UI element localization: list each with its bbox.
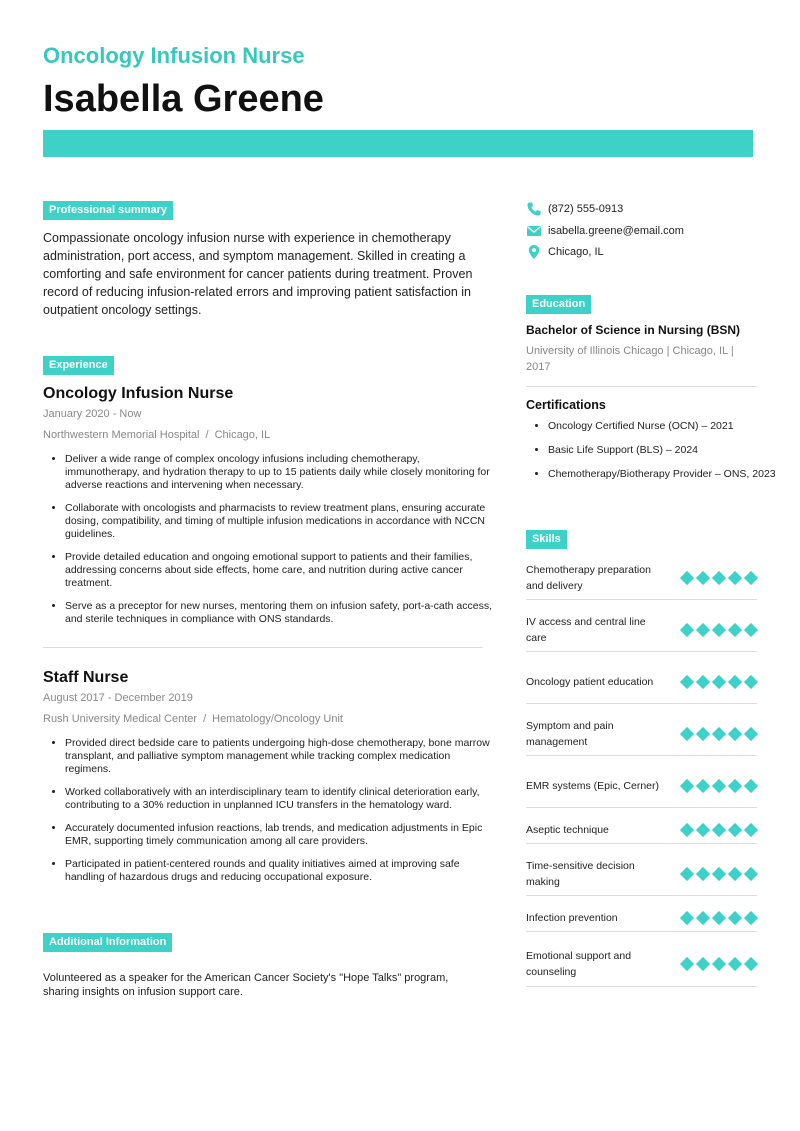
skill-name: Time-sensitive decision making [526, 860, 635, 888]
rating-diamond-icon [680, 675, 694, 689]
section-tag-experience: Experience [43, 356, 114, 375]
skill-row [526, 557, 757, 600]
skill-rating [681, 729, 757, 739]
email-text: isabella.greene@email.com [548, 225, 684, 237]
rating-diamond-icon [680, 867, 694, 881]
list-item: • Provided direct bedside care to patients undergoing high-dose chemotherapy, bone marrow transplant, and palliative symptom management while tracking complex medication regimens. [65, 737, 493, 776]
envelope-icon [526, 223, 542, 239]
skill-row [526, 853, 757, 896]
rating-diamond-icon [712, 571, 726, 585]
divider [526, 386, 757, 387]
rating-diamond-icon [728, 779, 742, 793]
rating-diamond-icon [712, 675, 726, 689]
candidate-name: Isabella Greene [43, 78, 324, 120]
skill-rating [681, 959, 757, 969]
skill-rating [681, 913, 757, 923]
rating-diamond-icon [712, 823, 726, 837]
rating-diamond-icon [696, 779, 710, 793]
skill-name: EMR systems (Epic, Cerner) [526, 780, 660, 792]
list-item: • Basic Life Support (BLS) – 2024 [548, 444, 788, 457]
skill-name: Aseptic technique [526, 824, 609, 836]
list-item: • Worked collaboratively with an interdisciplinary team to identify clinical deterioration early, contributing to a 30% reduction in unplanned ICU transfers in the hematology ward. [65, 786, 493, 812]
job-org: Northwestern Memorial Hospital [43, 429, 200, 441]
rating-diamond-icon [728, 911, 742, 925]
rating-diamond-icon [696, 675, 710, 689]
job-org: Rush University Medical Center [43, 713, 198, 725]
skill-name: Infection prevention [526, 912, 618, 924]
skill-rating [681, 869, 757, 879]
rating-diamond-icon [712, 727, 726, 741]
job-org-line [43, 713, 493, 725]
job-location: Hematology/Oncology Unit [212, 713, 343, 725]
list-item: • Oncology Certified Nurse (OCN) – 2021 [548, 420, 788, 433]
rating-diamond-icon [712, 779, 726, 793]
rating-diamond-icon [728, 867, 742, 881]
list-item: • Serve as a preceptor for new nurses, mentoring them on infusion safety, port-a-cath access, and sterile techniques in compliance with ONS standards. [65, 600, 493, 626]
skill-row [526, 713, 757, 756]
rating-diamond-icon [680, 623, 694, 637]
location-text: Chicago, IL [548, 246, 604, 258]
rating-diamond-icon [728, 675, 742, 689]
skill-rating [681, 677, 757, 687]
skill-rating [681, 573, 757, 583]
section-tag-additional: Additional Information [43, 933, 172, 952]
rating-diamond-icon [744, 571, 758, 585]
rating-diamond-icon [744, 956, 758, 970]
list-item: • Deliver a wide range of complex oncology infusions including chemotherapy, immunotherapy, and hydration therapy to up to 15 patients daily while closely monitoring for adverse reactions and intervening when necessary. [65, 453, 493, 492]
rating-diamond-icon [712, 867, 726, 881]
contact-location [526, 244, 604, 260]
list-item: • Collaborate with oncologists and pharmacists to review treatment plans, ensuring accurate dosing, compatibility, and timing of multiple infusion medications in accordance with NCCN guidelines. [65, 502, 493, 541]
rating-diamond-icon [696, 623, 710, 637]
section-tag-summary: Professional summary [43, 201, 173, 220]
rating-diamond-icon [744, 727, 758, 741]
phone-icon [526, 201, 542, 217]
skill-name: IV access and central line care [526, 616, 646, 644]
rating-diamond-icon [728, 823, 742, 837]
rating-diamond-icon [696, 911, 710, 925]
divider [43, 647, 483, 648]
rating-diamond-icon [728, 623, 742, 637]
rating-diamond-icon [712, 956, 726, 970]
contact-phone[interactable] [526, 201, 623, 217]
certifications-list [526, 420, 788, 492]
rating-diamond-icon [744, 675, 758, 689]
rating-diamond-icon [712, 623, 726, 637]
rating-diamond-icon [744, 911, 758, 925]
skill-rating [681, 781, 757, 791]
job-dates: August 2017 - December 2019 [43, 692, 193, 704]
rating-diamond-icon [744, 779, 758, 793]
list-item: • Chemotherapy/Biotherapy Provider – ONS, 2023 [548, 468, 788, 481]
rating-diamond-icon [744, 623, 758, 637]
job-bullets [43, 737, 493, 884]
section-tag-skills: Skills [526, 530, 567, 549]
rating-diamond-icon [728, 727, 742, 741]
skill-row [526, 941, 757, 987]
skill-name: Oncology patient education [526, 676, 654, 688]
job-bullets [43, 453, 493, 626]
separator: / [205, 429, 209, 441]
skill-name: Chemotherapy preparation and delivery [526, 564, 651, 592]
skill-row [526, 609, 757, 652]
rating-diamond-icon [680, 727, 694, 741]
job-location: Chicago, IL [214, 429, 271, 441]
list-item: • Provide detailed education and ongoing emotional support to patients and their families, addressing concerns about side effects, home care, and nutrition during active cancer treatment. [65, 551, 493, 590]
rating-diamond-icon [680, 911, 694, 925]
map-pin-icon [526, 244, 542, 260]
contact-email[interactable] [526, 223, 684, 239]
rating-diamond-icon [696, 571, 710, 585]
rating-diamond-icon [680, 571, 694, 585]
education-degree: Bachelor of Science in Nursing (BSN) [526, 323, 741, 337]
job-title: Staff Nurse [43, 669, 129, 686]
certifications-heading: Certifications [526, 398, 606, 412]
experience-entry [43, 669, 493, 894]
header-accent-bar [43, 130, 753, 157]
rating-diamond-icon [680, 956, 694, 970]
job-org-line [43, 429, 493, 441]
rating-diamond-icon [728, 571, 742, 585]
rating-diamond-icon [696, 727, 710, 741]
skill-name: Symptom and pain management [526, 720, 614, 748]
skill-row [526, 817, 757, 844]
experience-entry [43, 385, 493, 636]
list-item: • Participated in patient-centered rounds and quality initiatives aimed at improving safe handling of hazardous drugs and reducing occupational exposure. [65, 858, 493, 884]
phone-text: (872) 555-0913 [548, 203, 624, 215]
list-item: • Accurately documented infusion reactions, lab trends, and medication adjustments in Epic EMR, supporting timely communication among all care providers. [65, 822, 493, 848]
separator: / [203, 713, 207, 725]
skill-rating [681, 825, 757, 835]
section-tag-education: Education [526, 295, 591, 314]
rating-diamond-icon [680, 779, 694, 793]
rating-diamond-icon [744, 867, 758, 881]
skill-row [526, 905, 757, 932]
job-dates: January 2020 - Now [43, 408, 142, 420]
job-title: Oncology Infusion Nurse [43, 385, 234, 402]
rating-diamond-icon [696, 956, 710, 970]
additional-text: Volunteered as a speaker for the American Cancer Society's "Hope Talks" program, sharing insights on infusion support care. [43, 972, 449, 998]
skill-row [526, 661, 757, 704]
rating-diamond-icon [728, 956, 742, 970]
skill-row [526, 765, 757, 808]
summary-text: Compassionate oncology infusion nurse with experience in chemotherapy administration, port access, and symptom management. Skilled in creating a comforting and safe environment for cancer patients during treatment. Proven record of reducing infusion-related errors and improving patient satisfaction in outpatient oncology settings. [43, 231, 473, 317]
rating-diamond-icon [680, 823, 694, 837]
rating-diamond-icon [696, 823, 710, 837]
skill-name: Emotional support and counseling [526, 949, 632, 978]
skill-rating [681, 625, 757, 635]
rating-diamond-icon [696, 867, 710, 881]
education-meta: University of Illinois Chicago | Chicago, IL | 2017 [526, 345, 734, 373]
rating-diamond-icon [712, 911, 726, 925]
role-title: Oncology Infusion Nurse [43, 43, 305, 68]
rating-diamond-icon [744, 823, 758, 837]
